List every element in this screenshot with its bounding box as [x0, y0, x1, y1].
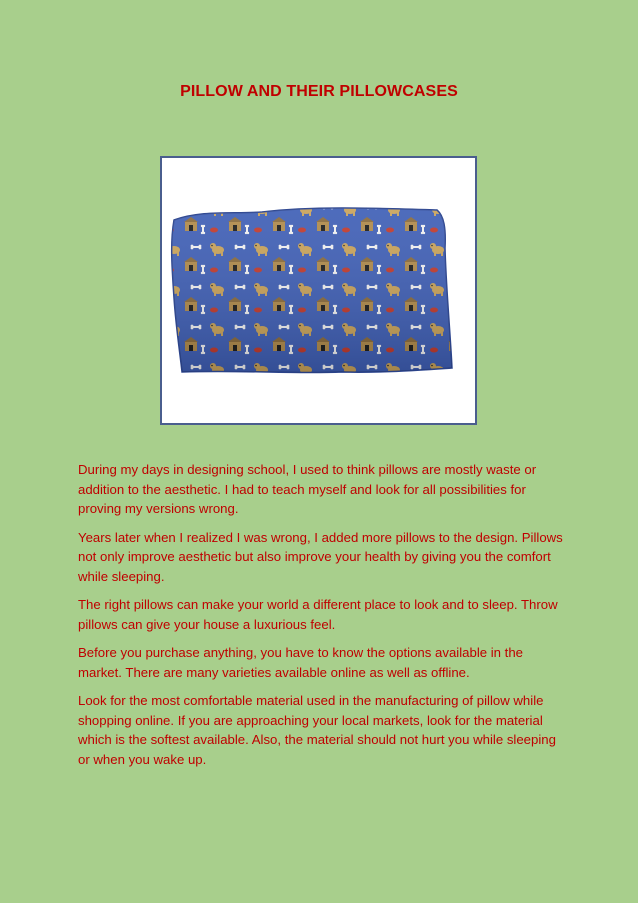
paragraph-2: Years later when I realized I was wrong, I added more pillows to the design. Pillows not only improve aesthetic but also improve your health by giving you the comfort while sleeping.	[78, 529, 563, 584]
paragraph-4: Before you purchase anything, you have to know the options available in the market. There are many varieties available online as well as offline.	[78, 645, 524, 680]
paragraph-3: The right pillows can make your world a different place to look and to sleep. Throw pillows can give your house a luxurious feel.	[78, 597, 558, 632]
article-body	[78, 460, 568, 778]
paragraph-1: During my days in designing school, I used to think pillows are mostly waste or addition to the aesthetic. I had to teach myself and look for all possibilities for proving my versions wrong.	[78, 462, 537, 516]
pillow-illustration	[162, 158, 475, 423]
pillow-image	[160, 156, 477, 425]
paragraph-5: Look for the most comfortable material used in the manufacturing of pillow while shopping online. If you are approaching your local markets, look for the material which is the softest available. Also, the material should not hurt you while sleeping or when you wake up.	[78, 693, 556, 767]
page-title: PILLOW AND THEIR PILLOWCASES	[180, 83, 458, 100]
